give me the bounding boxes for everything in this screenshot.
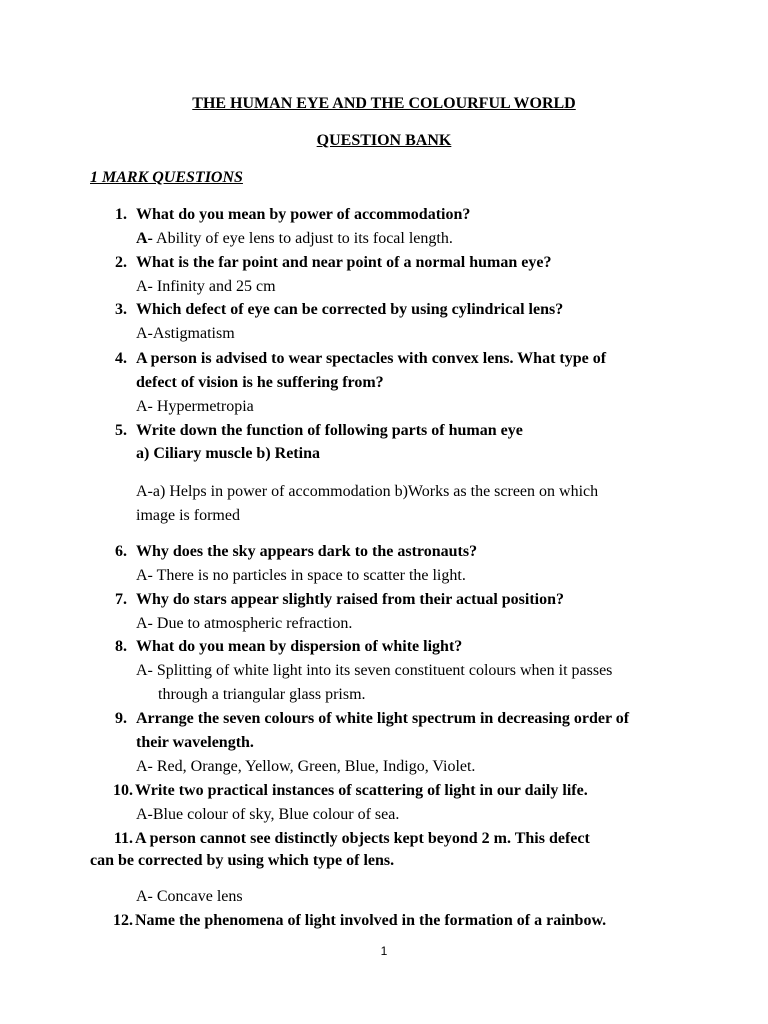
question-text-continued: defect of vision is he suffering from? (136, 374, 384, 391)
question-number: 8. (115, 638, 127, 655)
question-text-continued: can be corrected by using which type of lens. (90, 852, 395, 869)
answer-prefix: A- (136, 230, 153, 247)
question-number: 4. (115, 350, 127, 367)
page-number: 1 (380, 944, 388, 958)
answer-text: A-Blue colour of sky, Blue colour of sea. (136, 806, 400, 823)
question-text: Why does the sky appears dark to the astronauts? (136, 543, 478, 560)
question-text: Why do stars appear slightly raised from their actual position? (136, 591, 565, 608)
answer-text: A- Splitting of white light into its seven constituent colours when it passes (136, 662, 613, 679)
answer-text: A-a) Helps in power of accommodation b)Works as the screen on which (136, 483, 599, 500)
question-text: A person cannot see distinctly objects kept beyond 2 m. This defect (135, 830, 590, 847)
question-text: A person is advised to wear spectacles with convex lens. What type of (136, 350, 607, 367)
question-number: 11. (113, 830, 133, 847)
section-heading: 1 MARK QUESTIONS (90, 169, 243, 186)
answer-text (136, 229, 453, 249)
question-text: Write down the function of following parts of human eye (136, 422, 523, 439)
question-text: Which defect of eye can be corrected by using cylindrical lens? (136, 301, 564, 318)
document-subtitle: QUESTION BANK (316, 132, 452, 149)
document-title: THE HUMAN EYE AND THE COLOURFUL WORLD (192, 95, 576, 112)
answer-text-continued: through a triangular glass prism. (158, 686, 366, 703)
answer-text: A-Astigmatism (136, 325, 235, 342)
answer-text-continued: image is formed (136, 507, 240, 524)
question-number: 9. (115, 710, 127, 727)
answer-body: Ability of eye lens to adjust to its focal length. (152, 230, 453, 247)
question-number: 1. (115, 206, 127, 223)
sub-question-text: a) Ciliary muscle b) Retina (136, 445, 320, 462)
answer-text: A- Red, Orange, Yellow, Green, Blue, Indigo, Violet. (136, 758, 476, 775)
question-number: 3. (115, 301, 127, 318)
question-text: Arrange the seven colours of white light spectrum in decreasing order of (136, 710, 630, 727)
question-text: What is the far point and near point of a normal human eye? (136, 254, 552, 271)
question-text: What do you mean by power of accommodation? (136, 206, 471, 223)
answer-text: A- Due to atmospheric refraction. (136, 615, 353, 632)
question-text-continued: their wavelength. (136, 734, 254, 751)
question-text: What do you mean by dispersion of white light? (136, 638, 463, 655)
question-number: 12. (113, 912, 133, 929)
question-number: 7. (115, 591, 127, 608)
question-text: Name the phenomena of light involved in the formation of a rainbow. (135, 912, 607, 929)
answer-text: A- There is no particles in space to scatter the light. (136, 567, 466, 584)
question-text: Write two practical instances of scattering of light in our daily life. (135, 782, 588, 799)
question-number: 10. (113, 782, 133, 799)
answer-text: A- Hypermetropia (136, 398, 254, 415)
answer-text: A- Infinity and 25 cm (136, 278, 276, 295)
question-number: 6. (115, 543, 127, 560)
question-number: 2. (115, 254, 127, 271)
question-number: 5. (115, 422, 127, 439)
answer-text: A- Concave lens (136, 888, 243, 905)
